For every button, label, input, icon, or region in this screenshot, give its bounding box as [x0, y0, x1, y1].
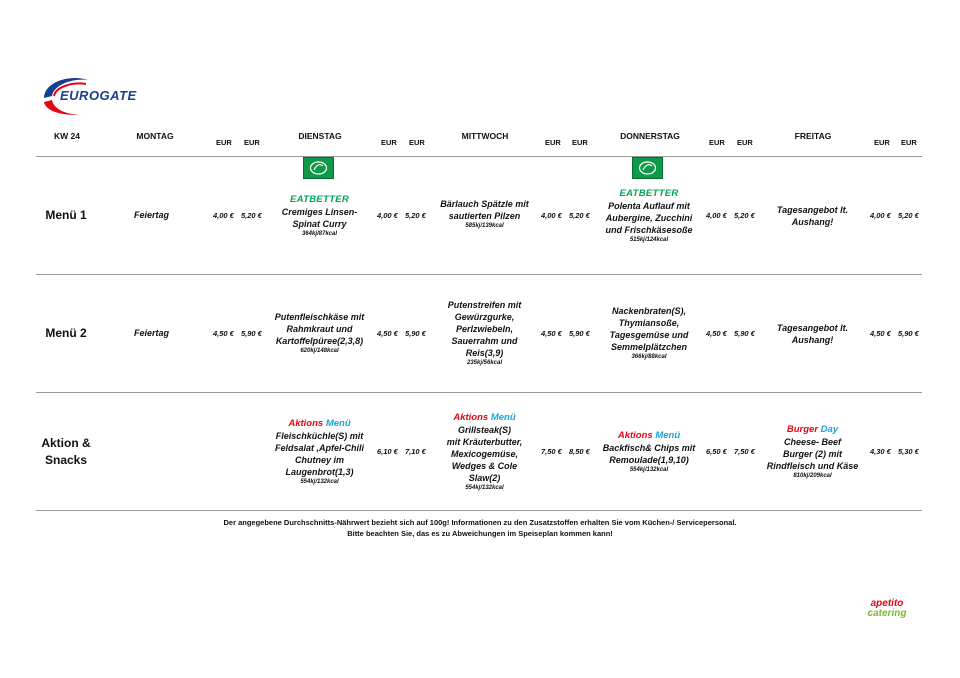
- promo-tag: Aktions: [453, 412, 489, 423]
- price-2: 5,20 €: [734, 211, 755, 220]
- dish-energy: 554kj/132kcal: [629, 467, 669, 473]
- dish-energy: 554kj/132kcal: [465, 485, 504, 491]
- promo-tag: Burger: [786, 424, 819, 435]
- day-monday: MONTAG: [136, 131, 174, 141]
- price-2: 5,20 €: [898, 211, 919, 220]
- price-1: 4,50 €: [213, 329, 234, 338]
- dish-cell: [755, 424, 870, 481]
- dish-text: Bärlauch Spätzle mit sautierten Pilzen: [440, 199, 529, 221]
- promo-tag-menu: Menü: [490, 412, 516, 423]
- dish-cell: [427, 299, 542, 368]
- eurogate-logo: [40, 74, 155, 120]
- row-divider: [36, 510, 922, 511]
- eur-header: EUR: [244, 138, 260, 147]
- dish-energy: 585kj/139kcal: [465, 223, 504, 229]
- eur-header: EUR: [901, 138, 917, 147]
- price-2: 7,10 €: [405, 447, 426, 456]
- day-tuesday: DIENSTAG: [298, 131, 342, 141]
- price-2: 5,90 €: [898, 329, 919, 338]
- price-1: 4,00 €: [213, 211, 234, 220]
- dish-cell: [590, 188, 708, 245]
- eur-header: EUR: [737, 138, 753, 147]
- day-wednesday: MITTWOCH: [461, 131, 509, 141]
- promo-tag-day: Day: [820, 424, 839, 435]
- eur-header: EUR: [572, 138, 588, 147]
- dish-energy: 366kj/88kcal: [631, 354, 667, 360]
- price-2: 5,20 €: [241, 211, 262, 220]
- dish-cell: [262, 418, 377, 487]
- dish-energy: 620kj/148kcal: [300, 348, 339, 354]
- row-divider: [36, 274, 922, 275]
- holiday-label: Feiertag: [134, 328, 170, 338]
- eatbetter-badge: [632, 157, 663, 179]
- eur-header: EUR: [709, 138, 725, 147]
- caterer-sub: catering: [867, 608, 907, 619]
- promo-tag: Aktions: [617, 430, 653, 441]
- dish-text: Fleischküchle(S) mit Feldsalat ,Apfel-Chili Chutney im Laugenbrot(1,3): [274, 431, 364, 477]
- eur-header: EUR: [216, 138, 232, 147]
- price-2: 5,20 €: [405, 211, 426, 220]
- row-divider: [36, 392, 922, 393]
- eatbetter-tag: EATBETTER: [290, 194, 349, 205]
- dish-text: Cremiges Linsen- Spinat Curry: [281, 207, 358, 229]
- promo-tag-menu: Menü: [655, 430, 681, 441]
- price-1: 6,50 €: [706, 447, 727, 456]
- price-1: 4,30 €: [870, 447, 891, 456]
- dish-text: Tagesangebot lt. Aushang!: [776, 323, 849, 345]
- brand-name: EUROGATE: [60, 88, 137, 103]
- leaf-icon: [304, 158, 333, 178]
- price-1: 4,00 €: [377, 211, 398, 220]
- dish-cell: [262, 311, 377, 356]
- dish-text: Polenta Auflauf mit Aubergine, Zucchini und Frischkäsesoße: [605, 201, 693, 235]
- eur-header: EUR: [381, 138, 397, 147]
- footer-note: Der angegebene Durchschnitts-Nährwert bezieht sich auf 100g! Informationen zu den Zusatzstoffen erhalten Sie vom Küchen-/ Servicepersonal.: [223, 518, 737, 527]
- price-1: 4,50 €: [541, 329, 562, 338]
- row-label-menu2: Menü 2: [45, 326, 87, 340]
- dish-text: Cheese- Beef Burger (2) mit Rindfleisch und Käse: [766, 437, 859, 471]
- price-2: 8,50 €: [569, 447, 590, 456]
- eatbetter-badge: [303, 157, 334, 179]
- price-2: 5,90 €: [405, 329, 426, 338]
- row-label-menu1: Menü 1: [45, 208, 87, 222]
- price-1: 4,50 €: [706, 329, 727, 338]
- promo-tag: Aktions: [288, 418, 324, 429]
- price-2: 5,90 €: [569, 329, 590, 338]
- dish-energy: 364kj/87kcal: [301, 231, 338, 237]
- price-1: 4,50 €: [377, 329, 398, 338]
- caterer-name: apetito: [870, 598, 904, 609]
- price-2: 5,90 €: [241, 329, 262, 338]
- promo-tag-menu: Menü: [325, 418, 351, 429]
- dish-text: Putenfleischkäse mit Rahmkraut und Kartoffelpüree(2,3,8): [274, 312, 365, 346]
- dish-text: Tagesangebot lt. Aushang!: [776, 205, 849, 227]
- dish-cell: [590, 305, 708, 362]
- row-label-aktion: Aktion & Snacks: [41, 436, 91, 467]
- week-label: KW 24: [54, 131, 80, 141]
- dish-energy: 235kj/56kcal: [466, 360, 503, 366]
- dish-energy: 554kj/132kcal: [300, 479, 339, 485]
- price-2: 7,50 €: [734, 447, 755, 456]
- dish-text: Putenstreifen mit Gewürzgurke, Perlzwiebeln, Sauerrahm und Reis(3,9): [447, 300, 522, 358]
- dish-text: Nackenbraten(S), Thymiansoße, Tagesgemüse und Semmelplätzchen: [609, 306, 689, 352]
- eur-header: EUR: [545, 138, 561, 147]
- holiday-label: Feiertag: [134, 210, 170, 220]
- dish-energy: 810kj/209kcal: [793, 473, 832, 479]
- price-1: 4,00 €: [870, 211, 891, 220]
- price-2: 5,90 €: [734, 329, 755, 338]
- price-1: 4,00 €: [541, 211, 562, 220]
- row-divider: [36, 156, 922, 157]
- dish-cell: [590, 430, 708, 475]
- price-2: 5,30 €: [898, 447, 919, 456]
- price-1: 7,50 €: [541, 447, 562, 456]
- price-2: 5,20 €: [569, 211, 590, 220]
- eur-header: EUR: [874, 138, 890, 147]
- price-1: 4,00 €: [706, 211, 727, 220]
- price-1: 6,10 €: [377, 447, 398, 456]
- dish-cell: [427, 198, 542, 231]
- apetito-logo: [852, 599, 922, 619]
- dish-text: Grillsteak(S) mit Kräuterbutter, Mexicogemüse, Wedges & Cole Slaw(2): [446, 425, 523, 483]
- eatbetter-tag: EATBETTER: [619, 188, 679, 199]
- eur-header: EUR: [409, 138, 425, 147]
- dish-text: Backfisch& Chips mit Remoulade(1,9,10): [602, 443, 696, 465]
- day-friday: FREITAG: [794, 131, 832, 141]
- dish-cell: [427, 412, 542, 493]
- footer-note: Bitte beachten Sie, das es zu Abweichungen im Speiseplan kommen kann!: [347, 529, 613, 538]
- dish-energy: 515kj/124kcal: [629, 237, 669, 243]
- price-1: 4,50 €: [870, 329, 891, 338]
- day-thursday: DONNERSTAG: [620, 131, 680, 141]
- dish-cell: [262, 194, 377, 239]
- leaf-icon: [633, 158, 662, 178]
